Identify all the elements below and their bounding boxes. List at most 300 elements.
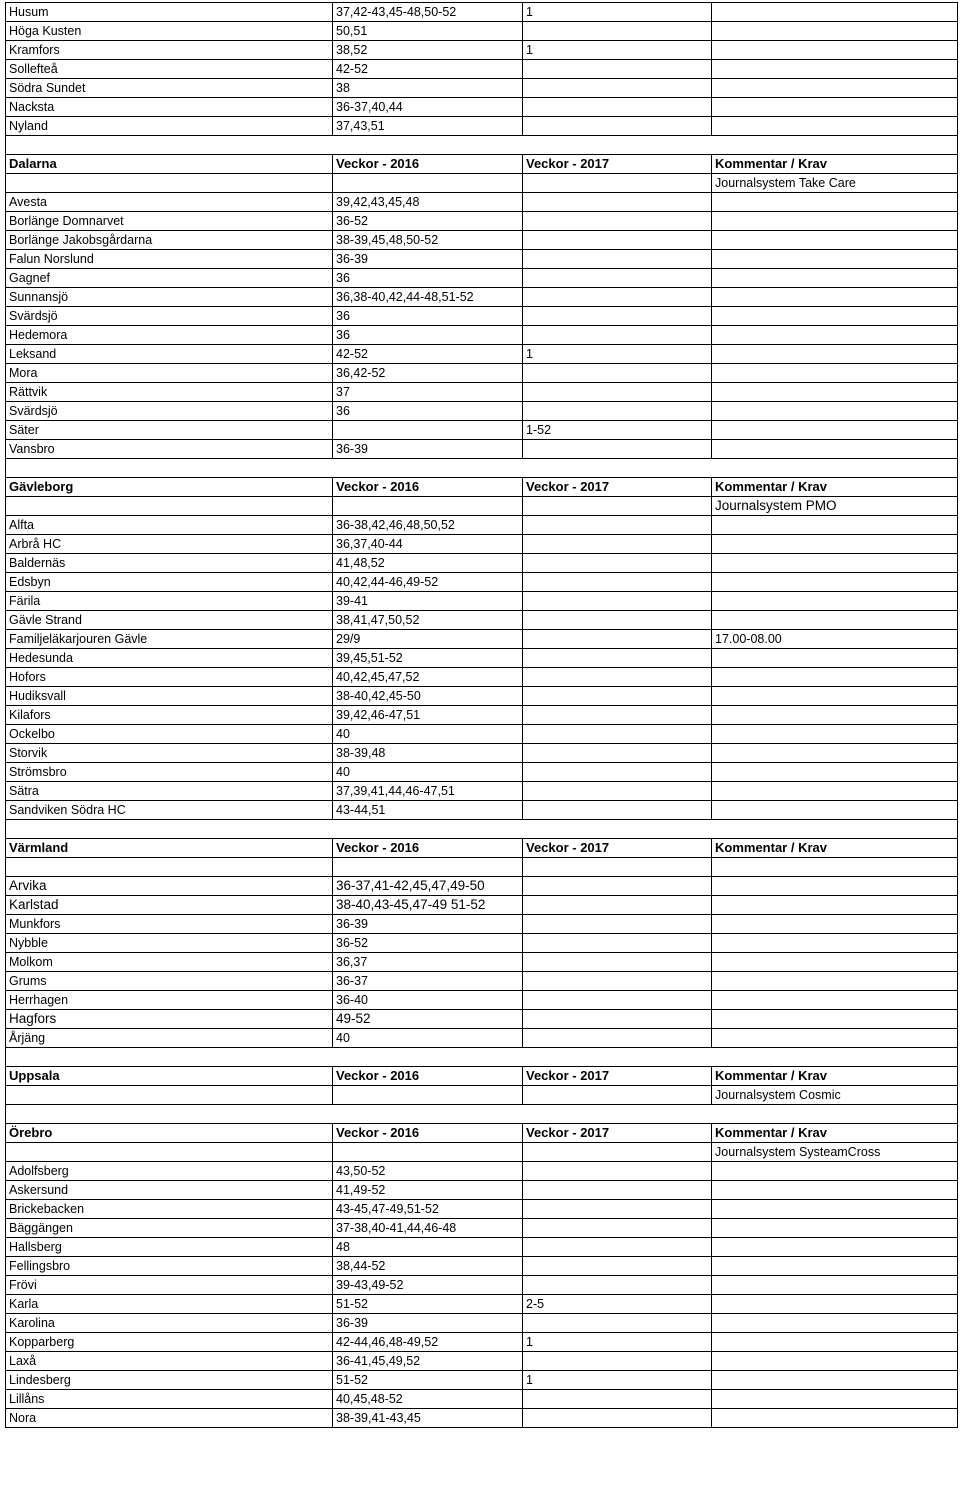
comment-cell <box>712 402 958 421</box>
weeks-2017-cell <box>523 953 712 972</box>
weeks-2017-cell <box>523 991 712 1010</box>
unit-name-cell: Fellingsbro <box>6 1257 333 1276</box>
comment-cell <box>712 1257 958 1276</box>
column-header-cell: Veckor - 2017 <box>523 839 712 858</box>
weeks-2017-cell <box>523 1276 712 1295</box>
weeks-2016-cell: 38 <box>333 79 523 98</box>
unit-name-cell <box>6 1086 333 1105</box>
table-row <box>6 117 958 136</box>
weeks-2016-cell: 36 <box>333 402 523 421</box>
weeks-2016-cell: 40 <box>333 1029 523 1048</box>
weeks-2016-cell: 37,39,41,44,46-47,51 <box>333 782 523 801</box>
weeks-2016-cell: 38-39,45,48,50-52 <box>333 231 523 250</box>
weeks-2016-cell: 40 <box>333 725 523 744</box>
unit-name-cell: Kramfors <box>6 41 333 60</box>
comment-cell <box>712 212 958 231</box>
column-header-cell: Veckor - 2016 <box>333 478 523 497</box>
region-header-row <box>6 155 958 174</box>
spacer-cell <box>523 459 712 478</box>
weeks-2017-cell <box>523 1010 712 1029</box>
weeks-2017-cell <box>523 22 712 41</box>
column-header-cell: Kommentar / Krav <box>712 1124 958 1143</box>
weeks-2016-cell: 38-39,41-43,45 <box>333 1409 523 1428</box>
weeks-2017-cell <box>523 250 712 269</box>
comment-cell <box>712 877 958 896</box>
unit-name-cell: Sandviken Södra HC <box>6 801 333 820</box>
table-row <box>6 1162 958 1181</box>
weeks-2017-cell <box>523 98 712 117</box>
weeks-2016-cell: 36-52 <box>333 212 523 231</box>
table-row <box>6 383 958 402</box>
spacer-cell <box>333 459 523 478</box>
unit-name-cell: Baldernäs <box>6 554 333 573</box>
weeks-2016-cell: 36-37,41-42,45,47,49-50 <box>333 877 523 896</box>
table-row <box>6 307 958 326</box>
column-header-cell: Veckor - 2017 <box>523 478 712 497</box>
weeks-2016-cell: 36-39 <box>333 250 523 269</box>
table-row <box>6 326 958 345</box>
table-row <box>6 915 958 934</box>
weeks-2017-cell <box>523 1029 712 1048</box>
unit-name-cell: Alfta <box>6 516 333 535</box>
comment-cell: Journalsystem PMO <box>712 497 958 516</box>
comment-cell <box>712 1200 958 1219</box>
comment-cell <box>712 744 958 763</box>
unit-name-cell <box>6 858 333 877</box>
comment-cell <box>712 972 958 991</box>
table-row <box>6 1352 958 1371</box>
unit-name-cell: Mora <box>6 364 333 383</box>
comment-cell <box>712 326 958 345</box>
table-row <box>6 516 958 535</box>
weeks-2016-cell: 41,48,52 <box>333 554 523 573</box>
unit-name-cell: Hudiksvall <box>6 687 333 706</box>
weeks-2017-cell <box>523 801 712 820</box>
column-header-cell: Veckor - 2017 <box>523 155 712 174</box>
weeks-2016-cell: 37,43,51 <box>333 117 523 136</box>
comment-cell <box>712 1295 958 1314</box>
spacer-cell <box>333 136 523 155</box>
comment-cell <box>712 1333 958 1352</box>
weeks-2017-cell <box>523 1390 712 1409</box>
unit-name-cell: Borlänge Jakobsgårdarna <box>6 231 333 250</box>
weeks-2017-cell: 1 <box>523 1371 712 1390</box>
table-row <box>6 1181 958 1200</box>
comment-cell <box>712 364 958 383</box>
unit-name-cell: Frövi <box>6 1276 333 1295</box>
weeks-2017-cell <box>523 630 712 649</box>
weeks-2017-cell <box>523 725 712 744</box>
comment-cell <box>712 706 958 725</box>
spacer-cell <box>712 1048 958 1067</box>
comment-cell <box>712 307 958 326</box>
comment-cell <box>712 592 958 611</box>
spacer-cell <box>523 1105 712 1124</box>
weeks-2017-cell <box>523 668 712 687</box>
unit-name-cell: Färila <box>6 592 333 611</box>
comment-cell <box>712 440 958 459</box>
weeks-2017-cell <box>523 1086 712 1105</box>
table-row <box>6 1295 958 1314</box>
unit-name-cell: Kilafors <box>6 706 333 725</box>
unit-name-cell: Lindesberg <box>6 1371 333 1390</box>
comment-cell <box>712 250 958 269</box>
unit-name-cell: Rättvik <box>6 383 333 402</box>
weeks-2016-cell: 42-52 <box>333 60 523 79</box>
weeks-2017-cell <box>523 174 712 193</box>
table-row <box>6 630 958 649</box>
table-row <box>6 744 958 763</box>
weeks-2016-cell: 51-52 <box>333 1371 523 1390</box>
weeks-2017-cell <box>523 1238 712 1257</box>
weeks-2017-cell <box>523 1200 712 1219</box>
unit-name-cell: Nyland <box>6 117 333 136</box>
comment-cell <box>712 782 958 801</box>
weeks-2016-cell: 36-39 <box>333 1314 523 1333</box>
weeks-2016-cell: 36-52 <box>333 934 523 953</box>
weeks-2016-cell: 43,50-52 <box>333 1162 523 1181</box>
weeks-2017-cell: 2-5 <box>523 1295 712 1314</box>
weeks-2016-cell: 39,42,43,45,48 <box>333 193 523 212</box>
table-row <box>6 1390 958 1409</box>
column-header-cell: Veckor - 2017 <box>523 1067 712 1086</box>
weeks-2016-cell: 37 <box>333 383 523 402</box>
comment-cell <box>712 915 958 934</box>
weeks-2017-cell <box>523 554 712 573</box>
spacer-cell <box>6 1048 333 1067</box>
table-row <box>6 991 958 1010</box>
comment-cell <box>712 554 958 573</box>
comment-cell <box>712 79 958 98</box>
table-row <box>6 440 958 459</box>
comment-cell <box>712 687 958 706</box>
weeks-2016-cell: 36 <box>333 307 523 326</box>
unit-name-cell: Nybble <box>6 934 333 953</box>
unit-name-cell: Brickebacken <box>6 1200 333 1219</box>
spreadsheet <box>5 2 957 1428</box>
unit-name-cell: Karla <box>6 1295 333 1314</box>
comment-cell <box>712 611 958 630</box>
weeks-2016-cell: 42-44,46,48-49,52 <box>333 1333 523 1352</box>
unit-name-cell: Hagfors <box>6 1010 333 1029</box>
comment-cell <box>712 421 958 440</box>
comment-cell: Journalsystem Take Care <box>712 174 958 193</box>
unit-name-cell: Adolfsberg <box>6 1162 333 1181</box>
weeks-2016-cell: 39,42,46-47,51 <box>333 706 523 725</box>
unit-name-cell: Edsbyn <box>6 573 333 592</box>
weeks-2017-cell <box>523 1409 712 1428</box>
unit-name-cell: Bäggängen <box>6 1219 333 1238</box>
weeks-2017-cell <box>523 687 712 706</box>
weeks-2016-cell: 39-43,49-52 <box>333 1276 523 1295</box>
weeks-2016-cell: 36-40 <box>333 991 523 1010</box>
table-row <box>6 535 958 554</box>
spacer-cell <box>6 1105 333 1124</box>
comment-cell <box>712 193 958 212</box>
unit-name-cell: Laxå <box>6 1352 333 1371</box>
weeks-2016-cell: 41,49-52 <box>333 1181 523 1200</box>
weeks-2017-cell: 1 <box>523 1333 712 1352</box>
spacer-row <box>6 820 958 839</box>
unit-name-cell: Arbrå HC <box>6 535 333 554</box>
weeks-2016-cell: 43-45,47-49,51-52 <box>333 1200 523 1219</box>
unit-name-cell <box>6 1143 333 1162</box>
region-name-cell: Värmland <box>6 839 333 858</box>
weeks-2017-cell: 1 <box>523 3 712 22</box>
weeks-2017-cell <box>523 763 712 782</box>
comment-cell <box>712 896 958 915</box>
weeks-2017-cell <box>523 269 712 288</box>
weeks-2016-cell: 36-41,45,49,52 <box>333 1352 523 1371</box>
weeks-2016-cell: 38,44-52 <box>333 1257 523 1276</box>
unit-name-cell: Hallsberg <box>6 1238 333 1257</box>
unit-name-cell: Husum <box>6 3 333 22</box>
column-header-cell: Veckor - 2016 <box>333 1067 523 1086</box>
weeks-2016-cell: 36-39 <box>333 915 523 934</box>
unit-name-cell: Strömsbro <box>6 763 333 782</box>
table-row <box>6 212 958 231</box>
spacer-cell <box>712 820 958 839</box>
region-name-cell: Dalarna <box>6 155 333 174</box>
column-header-cell: Veckor - 2016 <box>333 1124 523 1143</box>
comment-cell <box>712 345 958 364</box>
schedule-table <box>5 2 958 1428</box>
table-row <box>6 79 958 98</box>
comment-cell <box>712 1181 958 1200</box>
table-row <box>6 231 958 250</box>
weeks-2016-cell <box>333 1086 523 1105</box>
weeks-2017-cell <box>523 60 712 79</box>
table-row <box>6 896 958 915</box>
comment-cell <box>712 3 958 22</box>
comment-cell <box>712 1390 958 1409</box>
table-row <box>6 421 958 440</box>
comment-cell <box>712 1409 958 1428</box>
weeks-2016-cell: 38-40,42,45-50 <box>333 687 523 706</box>
table-row <box>6 1219 958 1238</box>
unit-name-cell: Molkom <box>6 953 333 972</box>
weeks-2017-cell <box>523 896 712 915</box>
comment-cell <box>712 117 958 136</box>
spacer-cell <box>6 820 333 839</box>
weeks-2017-cell <box>523 231 712 250</box>
table-row <box>6 1257 958 1276</box>
spacer-row <box>6 136 958 155</box>
weeks-2016-cell: 43-44,51 <box>333 801 523 820</box>
comment-cell <box>712 1219 958 1238</box>
table-row <box>6 782 958 801</box>
comment-cell <box>712 573 958 592</box>
unit-name-cell: Arvika <box>6 877 333 896</box>
table-row <box>6 1333 958 1352</box>
unit-name-cell: Askersund <box>6 1181 333 1200</box>
weeks-2017-cell <box>523 307 712 326</box>
weeks-2017-cell: 1-52 <box>523 421 712 440</box>
weeks-2017-cell <box>523 1257 712 1276</box>
spacer-cell <box>712 1105 958 1124</box>
unit-name-cell: Hedemora <box>6 326 333 345</box>
weeks-2017-cell <box>523 649 712 668</box>
comment-cell: Journalsystem Cosmic <box>712 1086 958 1105</box>
table-row <box>6 877 958 896</box>
weeks-2017-cell <box>523 535 712 554</box>
region-header-row <box>6 1067 958 1086</box>
weeks-2017-cell <box>523 1143 712 1162</box>
comment-cell <box>712 288 958 307</box>
comment-cell <box>712 668 958 687</box>
unit-name-cell: Karlstad <box>6 896 333 915</box>
spacer-cell <box>333 1105 523 1124</box>
weeks-2017-cell <box>523 117 712 136</box>
weeks-2017-cell <box>523 212 712 231</box>
weeks-2016-cell: 39,45,51-52 <box>333 649 523 668</box>
unit-name-cell: Säter <box>6 421 333 440</box>
comment-cell <box>712 231 958 250</box>
weeks-2016-cell: 36,37 <box>333 953 523 972</box>
table-row <box>6 1200 958 1219</box>
table-row <box>6 41 958 60</box>
table-row <box>6 1010 958 1029</box>
table-row <box>6 801 958 820</box>
spacer-row <box>6 1105 958 1124</box>
weeks-2016-cell: 38-39,48 <box>333 744 523 763</box>
region-header-row <box>6 478 958 497</box>
table-row <box>6 953 958 972</box>
table-row <box>6 60 958 79</box>
comment-cell <box>712 1029 958 1048</box>
weeks-2017-cell <box>523 402 712 421</box>
table-row <box>6 174 958 193</box>
table-row <box>6 98 958 117</box>
table-row <box>6 554 958 573</box>
weeks-2016-cell <box>333 174 523 193</box>
table-row <box>6 972 958 991</box>
comment-cell <box>712 41 958 60</box>
unit-name-cell: Gagnef <box>6 269 333 288</box>
weeks-2016-cell <box>333 1143 523 1162</box>
weeks-2017-cell <box>523 79 712 98</box>
weeks-2016-cell <box>333 858 523 877</box>
unit-name-cell: Falun Norslund <box>6 250 333 269</box>
weeks-2016-cell: 37,42-43,45-48,50-52 <box>333 3 523 22</box>
weeks-2016-cell: 48 <box>333 1238 523 1257</box>
column-header-cell: Veckor - 2017 <box>523 1124 712 1143</box>
table-row <box>6 1029 958 1048</box>
comment-cell: Journalsystem SysteamCross <box>712 1143 958 1162</box>
spacer-cell <box>333 820 523 839</box>
comment-cell <box>712 1238 958 1257</box>
region-name-cell: Örebro <box>6 1124 333 1143</box>
weeks-2017-cell <box>523 1181 712 1200</box>
spacer-row <box>6 1048 958 1067</box>
spacer-cell <box>6 136 333 155</box>
unit-name-cell: Familjeläkarjouren Gävle <box>6 630 333 649</box>
table-row <box>6 1086 958 1105</box>
unit-name-cell: Lillåns <box>6 1390 333 1409</box>
unit-name-cell: Hedesunda <box>6 649 333 668</box>
unit-name-cell: Hofors <box>6 668 333 687</box>
comment-cell <box>712 383 958 402</box>
unit-name-cell: Storvik <box>6 744 333 763</box>
comment-cell <box>712 516 958 535</box>
table-row <box>6 402 958 421</box>
spacer-row <box>6 459 958 478</box>
table-row <box>6 345 958 364</box>
column-header-cell: Kommentar / Krav <box>712 839 958 858</box>
unit-name-cell: Nora <box>6 1409 333 1428</box>
region-header-row <box>6 1124 958 1143</box>
table-row <box>6 649 958 668</box>
comment-cell <box>712 1162 958 1181</box>
weeks-2017-cell <box>523 744 712 763</box>
table-row <box>6 22 958 41</box>
comment-cell <box>712 98 958 117</box>
unit-name-cell: Sunnansjö <box>6 288 333 307</box>
unit-name-cell: Leksand <box>6 345 333 364</box>
weeks-2016-cell: 36 <box>333 326 523 345</box>
unit-name-cell: Sollefteå <box>6 60 333 79</box>
table-row <box>6 725 958 744</box>
weeks-2016-cell <box>333 421 523 440</box>
weeks-2017-cell: 1 <box>523 345 712 364</box>
table-body <box>6 3 958 1428</box>
table-row <box>6 668 958 687</box>
weeks-2016-cell: 36,42-52 <box>333 364 523 383</box>
column-header-cell: Veckor - 2016 <box>333 155 523 174</box>
unit-name-cell: Höga Kusten <box>6 22 333 41</box>
unit-name-cell: Ockelbo <box>6 725 333 744</box>
table-row <box>6 269 958 288</box>
table-row <box>6 250 958 269</box>
unit-name-cell <box>6 174 333 193</box>
weeks-2017-cell <box>523 1162 712 1181</box>
comment-cell: 17.00-08.00 <box>712 630 958 649</box>
spacer-cell <box>523 1048 712 1067</box>
unit-name-cell: Avesta <box>6 193 333 212</box>
weeks-2017-cell <box>523 611 712 630</box>
weeks-2017-cell <box>523 573 712 592</box>
table-row <box>6 497 958 516</box>
comment-cell <box>712 953 958 972</box>
weeks-2016-cell <box>333 497 523 516</box>
weeks-2017-cell <box>523 383 712 402</box>
comment-cell <box>712 1371 958 1390</box>
unit-name-cell: Gävle Strand <box>6 611 333 630</box>
table-row <box>6 573 958 592</box>
weeks-2016-cell: 49-52 <box>333 1010 523 1029</box>
table-row <box>6 1143 958 1162</box>
weeks-2017-cell <box>523 1314 712 1333</box>
comment-cell <box>712 763 958 782</box>
comment-cell <box>712 269 958 288</box>
region-header-row <box>6 839 958 858</box>
table-row <box>6 364 958 383</box>
table-row <box>6 763 958 782</box>
weeks-2016-cell: 50,51 <box>333 22 523 41</box>
unit-name-cell: Karolina <box>6 1314 333 1333</box>
region-name-cell: Gävleborg <box>6 478 333 497</box>
weeks-2016-cell: 51-52 <box>333 1295 523 1314</box>
column-header-cell: Veckor - 2016 <box>333 839 523 858</box>
column-header-cell: Kommentar / Krav <box>712 155 958 174</box>
weeks-2016-cell: 29/9 <box>333 630 523 649</box>
spacer-cell <box>523 820 712 839</box>
unit-name-cell <box>6 497 333 516</box>
spacer-cell <box>712 136 958 155</box>
comment-cell <box>712 649 958 668</box>
comment-cell <box>712 991 958 1010</box>
table-row <box>6 1276 958 1295</box>
